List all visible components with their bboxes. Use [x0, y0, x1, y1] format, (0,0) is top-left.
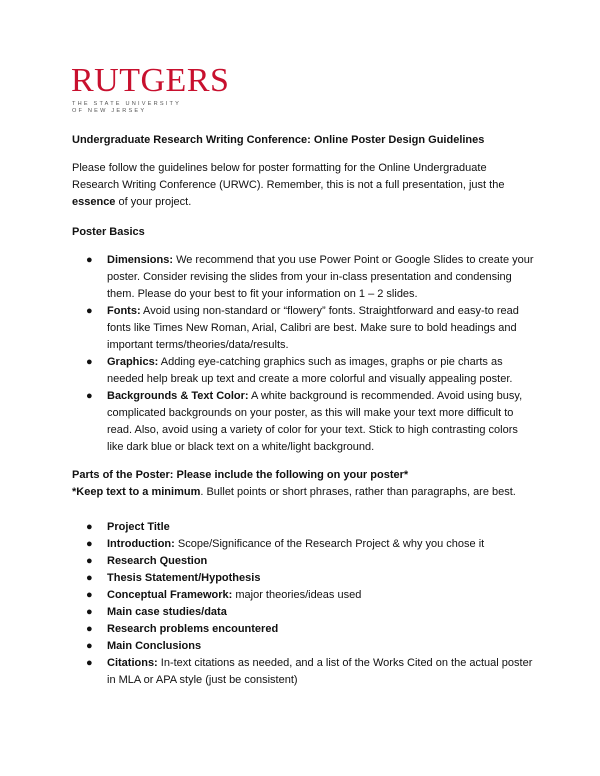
list-item [72, 303, 534, 354]
bullet-icon: ● [86, 390, 93, 402]
bullet-icon: ● [86, 254, 93, 266]
list-item-text: Avoid using non-standard or “flowery” fonts. Straightforward and easy-to read fonts like Times New Roman, Arial, Calibri are best. Make sure to bold headings and important terms/theories/data/results. [107, 305, 519, 351]
bullet-icon: ● [86, 606, 93, 618]
logo-wordmark: RUTGERS [71, 62, 230, 99]
logo-subline-1: THE STATE UNIVERSITY [72, 101, 182, 107]
bullet-icon: ● [86, 589, 93, 601]
intro-text-2: of your project. [115, 196, 192, 208]
list-item [72, 519, 534, 536]
list-item-text: We recommend that you use Power Point or Google Slides to create your poster. Consider revising the slides from your in-class presentation and condensing them. Please do your best to fit your information on 1 – 2 slides. [107, 254, 534, 300]
bullet-icon: ● [86, 623, 93, 635]
list-item-label: Main Conclusions [107, 640, 202, 652]
list-item-text: major theories/ideas used [232, 589, 362, 601]
poster-basics-heading: Poster Basics [72, 226, 145, 238]
document-body [72, 132, 534, 689]
list-item [72, 553, 534, 570]
list-item [72, 388, 534, 456]
bullet-icon: ● [86, 521, 93, 533]
bullet-icon: ● [86, 657, 93, 669]
list-item-label: Introduction: [107, 538, 175, 550]
bullet-icon: ● [86, 555, 93, 567]
list-item-label: Conceptual Framework: [107, 589, 233, 601]
bullet-icon: ● [86, 640, 93, 652]
rutgers-logo [71, 64, 229, 115]
poster-basics-list [72, 252, 534, 456]
list-item-label: Main case studies/data [107, 606, 227, 618]
list-item [72, 587, 534, 604]
intro-bold-essence: essence [72, 196, 116, 208]
document-title: Undergraduate Research Writing Conference: Online Poster Design Guidelines [72, 134, 485, 146]
list-item-label: Graphics: [107, 356, 159, 368]
list-item [72, 570, 534, 587]
list-item-text: Scope/Significance of the Research Project & why you chose it [174, 538, 485, 550]
list-item-label: Backgrounds & Text Color: [107, 390, 249, 402]
poster-parts-heading: Parts of the Poster: Please include the following on your poster* [72, 469, 409, 481]
list-item-text: A white background is recommended. Avoid using busy, complicated backgrounds on your poster, as this will make your text more difficult to read. Also, avoid using a variety of color for your text. Stick to high contrasting colors like dark blue or black text on a white/light background. [107, 390, 523, 453]
list-item [72, 354, 534, 388]
poster-parts-list [72, 519, 534, 689]
bullet-icon: ● [86, 538, 93, 550]
list-item-text: Adding eye-catching graphics such as images, graphs or pie charts as needed help break up text and create a more colorful and visually appealing poster. [107, 356, 513, 385]
list-item-label: Dimensions: [107, 254, 174, 266]
intro-paragraph [72, 160, 534, 211]
note-bold: *Keep text to a minimum [72, 486, 201, 498]
list-item [72, 621, 534, 638]
list-item [72, 252, 534, 303]
list-item [72, 655, 534, 689]
list-item [72, 638, 534, 655]
list-item-label: Project Title [107, 521, 170, 533]
keep-text-minimum-note [72, 484, 534, 501]
list-item [72, 604, 534, 621]
bullet-icon: ● [86, 356, 93, 368]
list-item-label: Thesis Statement/Hypothesis [107, 572, 261, 584]
list-item-text: In-text citations as needed, and a list of the Works Cited on the actual poster in MLA or APA style (just be consistent) [107, 657, 533, 686]
list-item-label: Citations: [107, 657, 158, 669]
bullet-icon: ● [86, 572, 93, 584]
list-item-label: Fonts: [107, 305, 141, 317]
logo-subline-2: OF NEW JERSEY [72, 108, 147, 114]
list-item [72, 536, 534, 553]
intro-text-1: Please follow the guidelines below for poster formatting for the Online Undergraduate Research Writing Conference (URWC). Remember, this is not a full presentation, just the [72, 162, 505, 191]
list-item-label: Research Question [107, 555, 208, 567]
note-text: . Bullet points or short phrases, rather than paragraphs, are best. [200, 486, 516, 498]
bullet-icon: ● [86, 305, 93, 317]
list-item-label: Research problems encountered [107, 623, 279, 635]
